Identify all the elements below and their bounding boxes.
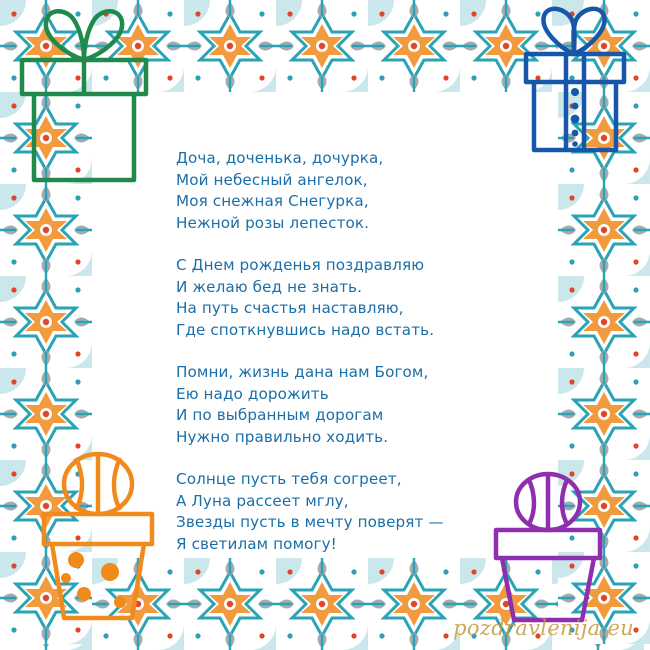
poem-line: Ею надо дорожить [176, 384, 329, 403]
poem-line: Я светилам помогу! [176, 534, 337, 553]
poem-stanza [176, 255, 596, 341]
gift-box-green-icon [6, 2, 166, 196]
poem-line: С Днем рожденья поздравляю [176, 256, 425, 274]
poem-line: Моя снежная Снегурка, [176, 192, 369, 210]
poem-line: На путь счастья наставляю, [176, 299, 404, 317]
poem-line: Звезды пусть в мечту поверят — [176, 513, 444, 531]
gift-box-blue-icon [510, 2, 640, 166]
poem-line: Нежной розы лепесток. [176, 213, 370, 232]
poem-line: И по выбранным дорогам [176, 406, 384, 424]
gift-box-orange-icon [14, 448, 184, 632]
poem-stanza [176, 469, 596, 555]
poem-stanza [176, 362, 596, 448]
watermark-text: pozdravlenija.eu [453, 616, 634, 640]
poem-line: Помни, жизнь дана нам Богом, [176, 363, 429, 381]
poem-line: Мой небесный ангелок, [176, 170, 368, 189]
poem-stanza [176, 148, 596, 234]
poem-line: Где споткнувшись надо встать. [176, 320, 435, 339]
poem-line: Доча, доченька, дочурка, [176, 149, 384, 167]
poem-line: Солнце пусть тебя согреет, [176, 470, 402, 488]
poem-line: И желаю бед не знать. [176, 277, 363, 296]
poem-line: А Луна рассеет мглу, [176, 491, 349, 510]
poem-line: Нужно правильно ходить. [176, 427, 389, 446]
poem-text [176, 148, 596, 576]
